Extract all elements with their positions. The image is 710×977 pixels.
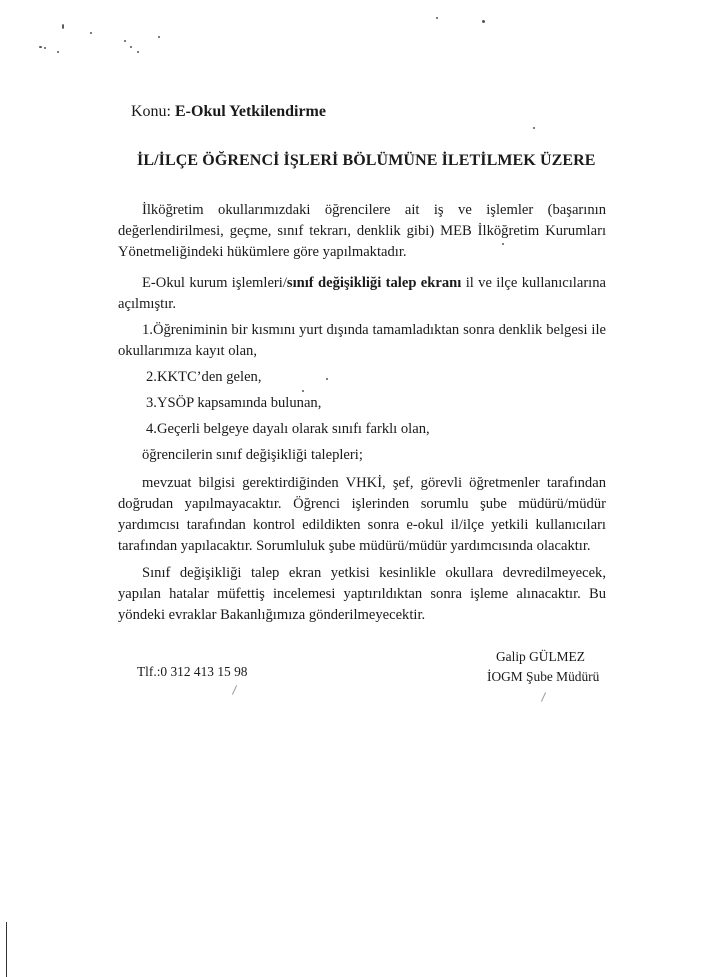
scan-edge-line <box>6 922 7 977</box>
subject-value: E-Okul Yetkilendirme <box>175 103 326 120</box>
list-item-2: 2.KKTC’den gelen, <box>146 369 262 385</box>
scan-speck <box>44 47 46 49</box>
scan-speck <box>482 20 485 23</box>
scan-speck <box>130 46 132 48</box>
paragraph-2-end: il ve ilçe kullanıcılarına açılmıştır. <box>118 275 607 312</box>
paragraph-6: Sınıf değişikliği talep ekran yetkisi kesinlikle okullara devredilmeyecek, yapılan hatalar müfettiş incelemesi yaptırıldıktan sonra işleme alınacaktır. Bu yöndeki evraklar Bakanlığımıza gönderilmeyecektir. <box>118 565 606 623</box>
scan-speck <box>436 17 438 19</box>
paragraph-2 <box>118 273 606 315</box>
document-body <box>118 200 606 633</box>
paragraph-1: İlköğretim okullarımızdaki öğrencilere ait iş ve işlemler (başarının değerlendirilmesi, geçme, sınıf tekrarı, denklik gibi) MEB İlköğretim Kurumları Yönetmeliğindeki hükümlere göre yapılmaktadır. <box>118 202 606 260</box>
scan-speck <box>137 51 139 53</box>
scan-mark <box>541 692 546 701</box>
subject-label: Konu: <box>131 103 171 120</box>
scan-speck <box>90 32 92 34</box>
subject-line <box>131 103 326 121</box>
list-item-3: 3.YSÖP kapsamında bulunan, <box>146 395 322 411</box>
scan-speck <box>62 24 64 29</box>
scan-speck <box>158 36 160 38</box>
signature-block <box>487 647 599 687</box>
signatory-title: İOGM Şube Müdürü <box>487 669 600 684</box>
list-item-1: 1.Öğreniminin bir kısmını yurt dışında tamamladıktan sonra denklik belgesi ile okullarımıza kayıt olan, <box>118 322 606 359</box>
scan-speck <box>39 46 42 48</box>
phone-number: Tlf.:0 312 413 15 98 <box>137 664 248 679</box>
list-item-4: 4.Geçerli belgeye dayalı olarak sınıfı farklı olan, <box>146 421 430 437</box>
scan-speck <box>533 127 535 129</box>
signatory-name: Galip GÜLMEZ <box>496 649 585 664</box>
paragraph-5: mevzuat bilgisi gerektirdiğinden VHKİ, şef, görevli öğretmenler tarafından doğrudan yapılmayacaktır. Öğrenci işlerinden sorumlu şube müdürü/müdür yardımcısı tarafından kontrol edildikten sonra e-okul il/ilçe yetkili kullanıcıları tarafından yapılacaktır. Sorumluluk şube müdürü/müdür yardımcısında olacaktır. <box>118 475 606 554</box>
scan-speck <box>124 40 126 42</box>
scan-speck <box>57 51 59 53</box>
document-heading: İL/İLÇE ÖĞRENCİ İŞLERİ BÖLÜMÜNE İLETİLMEK ÜZERE <box>137 152 596 169</box>
paragraph-2-bold: sınıf değişikliği talep ekranı <box>286 275 462 291</box>
paragraph-students: öğrencilerin sınıf değişikliği talepleri; <box>142 447 363 463</box>
scan-mark <box>232 685 237 694</box>
paragraph-2-start: E-Okul kurum işlemleri/ <box>142 275 287 291</box>
